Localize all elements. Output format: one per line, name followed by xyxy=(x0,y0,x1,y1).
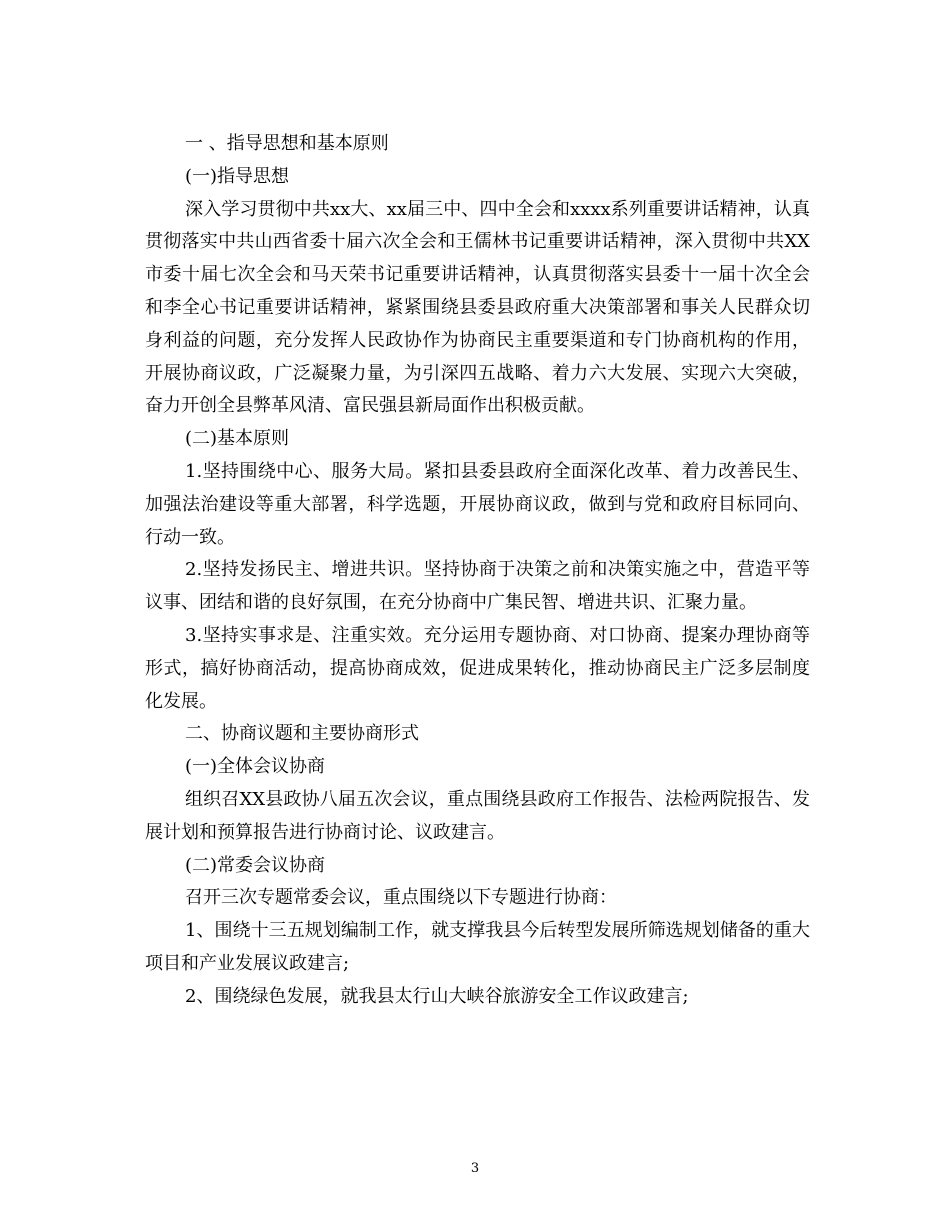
section-heading-1: 一 、指导思想和基本原则 xyxy=(185,133,389,154)
body-paragraph: 组织召XX县政协八届五次会议，重点围绕县政府工作报告、法检两院报告、发展计划和预算报告进行协商讨论、议政建言。 xyxy=(145,788,810,843)
subsection-heading-basic-principles: (二)基本原则 xyxy=(185,428,290,450)
body-paragraph: 召开三次专题常委会议，重点围绕以下专题进行协商： xyxy=(185,887,617,909)
subsection-heading-standing-committee: (二)常委会议协商 xyxy=(185,854,326,876)
subsection-heading-plenary: (一)全体会议协商 xyxy=(185,756,326,778)
body-paragraph: 2.坚持发扬民主、增进共识。坚持协商于决策之前和决策实施之中，营造平等议事、团结和谐的良好氛围，在充分协商中广集民智、增进共识、汇聚力量。 xyxy=(145,559,810,614)
body-paragraph: 1.坚持围绕中心、服务大局。紧扣县委县政府全面深化改革、着力改善民生、加强法治建设等重大部署，科学选题，开展协商议政，做到与党和政府目标同向、行动一致。 xyxy=(145,460,810,548)
subsection-heading-guiding-ideology: (一)指导思想 xyxy=(185,165,290,187)
list-item: 1、围绕十三五规划编制工作，就支撑我县今后转型发展所筛选规划储备的重大项目和产业发展议政建言; xyxy=(145,920,810,974)
body-paragraph: 深入学习贯彻中共xx大、xx届三中、四中全会和xxxx系列重要讲话精神，认真贯彻落实中共山西省委十届六次全会和王儒林书记重要讲话精神，深入贯彻中共XX市委十届七次全会和马天荣书记重要讲话精神，认真贯彻落实县委十一届十次全会和李全心书记重要讲话精神，紧紧围绕县委县政府重大决策部署和事关人民群众切身利益的问题，充分发挥人民政协作为协商民主重要渠道和专门协商机构的作用，开展协商议政，广泛凝聚力量，为引深四五战略、着力六大发展、实现六大突破，奋力开创全县弊革风清、富民强县新局面作出积极贡献。 xyxy=(145,198,810,417)
body-paragraph: 3.坚持实事求是、注重实效。充分运用专题协商、对口协商、提案办理协商等形式，搞好协商活动，提高协商成效，促进成果转化，推动协商民主广泛多层制度化发展。 xyxy=(145,624,810,712)
page-number: 3 xyxy=(470,1161,480,1176)
section-heading-2: 二、协商议题和主要协商形式 xyxy=(185,723,419,745)
list-item: 2、围绕绿色发展，就我县太行山大峡谷旅游安全工作议政建言; xyxy=(185,985,689,1007)
document-body xyxy=(145,128,810,1014)
